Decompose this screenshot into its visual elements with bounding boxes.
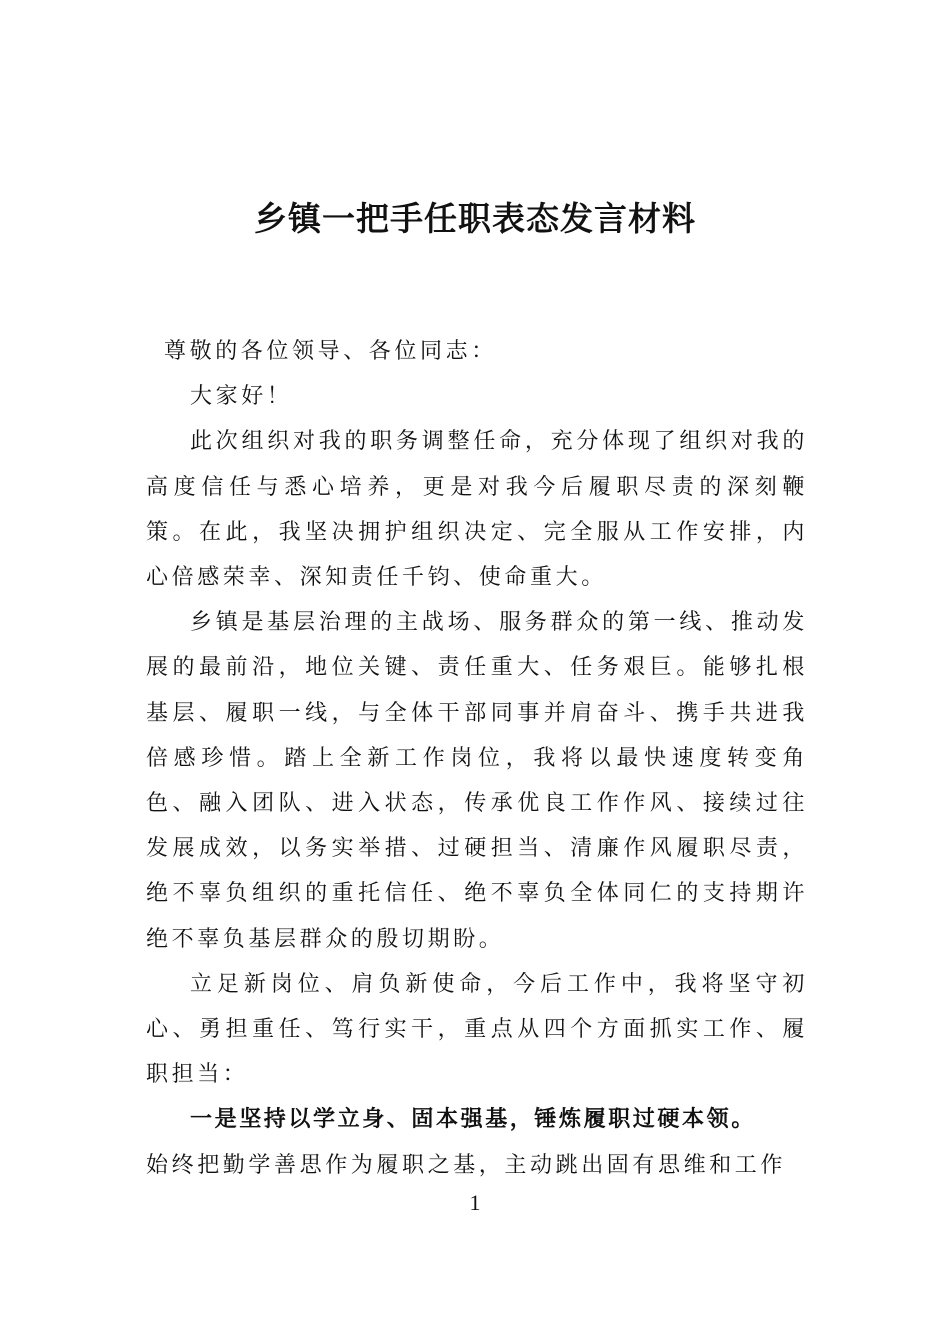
document-title: 乡镇一把手任职表态发言材料 <box>254 199 696 238</box>
document-body <box>146 329 808 1188</box>
salutation: 尊敬的各位领导、各位同志： <box>164 339 497 364</box>
point-one-text: 始终把勤学善思作为履职之基，主动跳出固有思维和工作 <box>146 1152 787 1178</box>
greeting: 大家好！ <box>190 384 293 410</box>
point-one-heading: 一是坚持以学立身、固本强基，锤炼履职过硬本领。 <box>190 1106 756 1133</box>
paragraph-four-aspects: 立足新岗位、肩负新使命，今后工作中，我将坚守初心、勇担重任、笃行实干，重点从四个方面抓实工作、履职担当： <box>146 971 808 1088</box>
paragraph-appointment: 此次组织对我的职务调整任命，充分体现了组织对我的高度信任与悉心培养，更是对我今后履职尽责的深刻鞭策。在此，我坚决拥护组织决定、完全服从工作安排，内心倍感荣幸、深知责任千钧、使命重大。 <box>146 429 808 591</box>
page-number: 1 <box>469 1190 481 1215</box>
paragraph-township-role: 乡镇是基层治理的主战场、服务群众的第一线、推动发展的最前沿，地位关键、责任重大、任务艰巨。能够扎根基层、履职一线，与全体干部同事并肩奋斗、携手共进我倍感珍惜。踏上全新工作岗位，我将以最快速度转变角色、融入团队、进入状态，传承优良工作作风、接续过往发展成效，以务实举措、过硬担当、清廉作风履职尽责，绝不辜负组织的重托信任、绝不辜负全体同仁的支持期许绝不辜负基层群众的殷切期盼。 <box>146 610 808 952</box>
